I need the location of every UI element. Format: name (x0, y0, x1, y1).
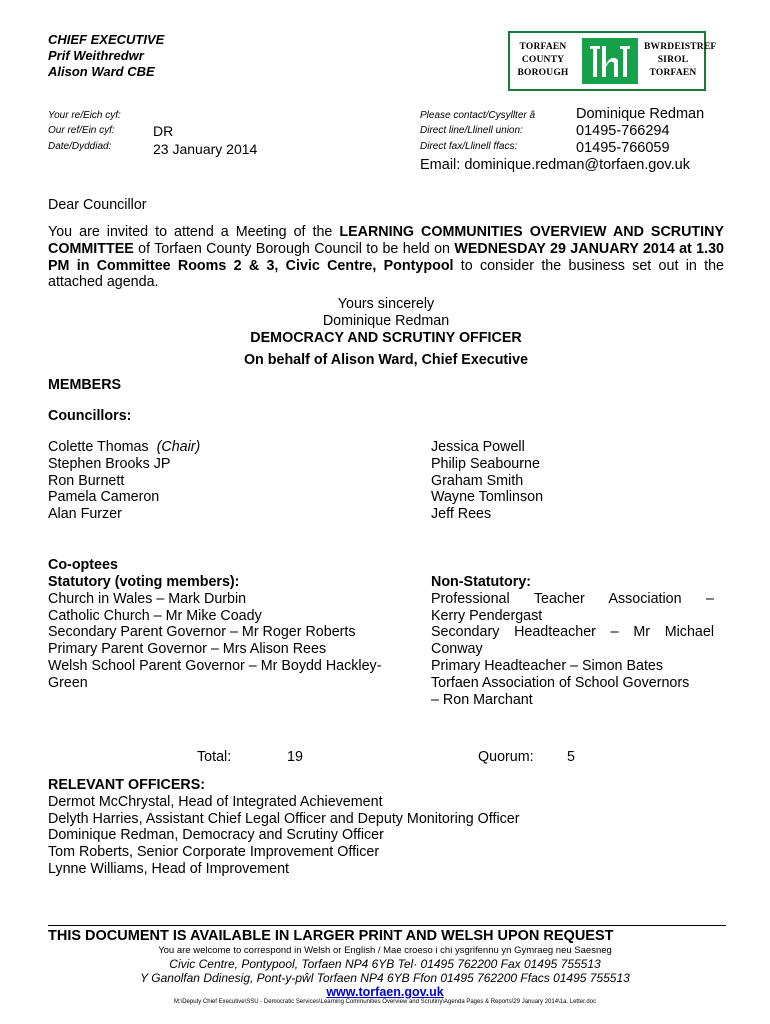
logo-line: SIROL (657, 55, 689, 65)
list-item: Secondary Parent Governor – Mr Roger Roberts (48, 624, 356, 641)
list-item: Tom Roberts, Senior Corporate Improvement Officer (48, 844, 380, 861)
list-item: Dermot McChrystal, Head of Integrated Achievement (48, 793, 383, 810)
total-label: Total: (197, 749, 232, 765)
torfaen-logo (508, 31, 717, 91)
list-item: Jeff Rees (431, 506, 492, 523)
list-item: Graham Smith (431, 472, 524, 489)
logo-text-english (514, 41, 572, 80)
nonstatutory-list (431, 574, 714, 708)
list-item: Lynne Williams, Head of Improvement (48, 860, 290, 877)
salutation: Dear Councillor (48, 197, 147, 213)
officers-block (48, 777, 519, 878)
list-item: Secondary Headteacher – Mr Michael (431, 624, 714, 641)
footer-filepath: M:\Deputy Chief Executive\SSU - Democratic Services\Learning Communities Overview and Scrutiny\Agenda Pages & Reports\29 January 2014\1a. Letter.doc (173, 999, 597, 1005)
list-item: Alan Furzer (48, 506, 122, 523)
total-value: 19 (287, 749, 303, 765)
footer-divider (48, 925, 726, 926)
footer-address-welsh: Y Ganolfan Ddinesig, Pont-y-pŵl Torfaen NP4 6YB Ffon 01495 762200 Ffacs 01495 755513 (140, 971, 630, 985)
date-label: Date/Dyddiad: (48, 141, 112, 152)
logo-line: TORFAEN (649, 68, 697, 78)
logo-line: BWRDEISTREF (644, 42, 717, 52)
signatory-name: Dominique Redman (322, 313, 450, 329)
list-item: Professional Teacher Association – (431, 590, 714, 607)
list-item: Torfaen Association of School Governors (431, 674, 690, 691)
list-item: Pamela Cameron (48, 489, 160, 506)
header-title: CHIEF EXECUTIVE (48, 32, 165, 47)
our-ref-label: Our ref/Ein cyf: (48, 125, 115, 136)
list-item: Welsh School Parent Governor – Mr Boydd Hackley- (48, 657, 382, 674)
quorum-value: 5 (567, 749, 575, 765)
date-value: 23 January 2014 (153, 141, 258, 157)
on-behalf: On behalf of Alison Ward, Chief Executive (243, 352, 529, 368)
list-item: Green (48, 674, 88, 691)
list-item: Jessica Powell (431, 439, 525, 455)
direct-line-label: Direct line/Llinell union: (420, 125, 523, 136)
chief-executive-block (48, 32, 164, 80)
committee-name: LEARNING COMMUNITIES OVERVIEW AND SCRUTINY COMMITTEE (48, 224, 724, 257)
members-heading: MEMBERS (48, 377, 122, 393)
nonstatutory-heading: Non-Statutory: (431, 574, 532, 590)
councillors-heading: Councillors: (48, 408, 132, 424)
contact-value: Dominique Redman (576, 106, 705, 122)
councillors-left-list (48, 439, 200, 523)
list-item: Catholic Church – Mr Mike Coady (48, 607, 262, 624)
signatory-title: DEMOCRACY AND SCRUTINY OFFICER (250, 330, 522, 346)
list-item: Wayne Tomlinson (431, 489, 544, 506)
intro-text: to consider the business set out in the attached agenda. (48, 257, 724, 291)
logo-mark-icon (582, 38, 638, 84)
our-ref-value: DR (153, 123, 174, 139)
quorum-label: Quorum: (478, 749, 534, 765)
list-item (48, 439, 200, 456)
statutory-list (48, 574, 418, 692)
footer-website-link[interactable]: www.torfaen.gov.uk (326, 985, 444, 999)
header-name: Alison Ward CBE (48, 64, 155, 79)
logo-line: TORFAEN (519, 42, 567, 52)
intro-paragraph (48, 224, 724, 291)
list-item: Conway (431, 641, 483, 658)
list-item: Kerry Pendergast (431, 607, 543, 624)
fax-label: Direct fax/Llinell ffacs: (420, 141, 518, 152)
footer-welcome: You are welcome to correspond in Welsh or English / Mae croeso i chi ysgrifennu yn Gymraeg neu Saesneg (158, 945, 612, 956)
list-item: Primary Headteacher – Simon Bates (431, 657, 664, 674)
intro-text: You are invited to attend a Meeting of the (48, 224, 340, 240)
logo-line: COUNTY (521, 55, 565, 65)
header-welsh-title: Prif Weithredwr (48, 48, 144, 63)
officers-heading: RELEVANT OFFICERS: (48, 777, 206, 793)
councillors-right-list (431, 439, 543, 523)
logo-text-welsh (644, 41, 717, 80)
closing: Yours sincerely (337, 296, 435, 312)
list-item: Delyth Harries, Assistant Chief Legal Officer and Deputy Monitoring Officer (48, 810, 520, 827)
list-item: Primary Parent Governor – Mrs Alison Rees (48, 641, 327, 658)
intro-text: of Torfaen County Borough Council to be held on (133, 240, 455, 257)
chair-label: (Chair) (156, 439, 201, 455)
list-item: Church in Wales – Mark Durbin (48, 590, 247, 607)
footer-heading: THIS DOCUMENT IS AVAILABLE IN LARGER PRINT AND WELSH UPON REQUEST (48, 928, 614, 944)
direct-line-value: 01495-766294 (576, 123, 670, 139)
list-item: – Ron Marchant (431, 691, 533, 708)
email-text: Email: dominique.redman@torfaen.gov.uk (420, 157, 690, 173)
list-item: Stephen Brooks JP (48, 455, 171, 472)
your-ref-label: Your re/Eich cyf: (48, 110, 121, 121)
meeting-details: WEDNESDAY 29 JANUARY 2014 at 1.30 PM in Committee Rooms 2 & 3, Civic Centre, Pontypool (48, 240, 724, 274)
statutory-heading: Statutory (voting members): (48, 574, 240, 590)
contact-label: Please contact/Cysyllter â (420, 110, 536, 121)
logo-line: BOROUGH (517, 68, 569, 78)
footer-address-english: Civic Centre, Pontypool, Torfaen NP4 6YB Tel· 01495 762200 Fax 01495 755513 (169, 957, 601, 971)
fax-value: 01495-766059 (576, 140, 670, 156)
list-item: Dominique Redman, Democracy and Scrutiny Officer (48, 827, 384, 844)
list-item: Ron Burnett (48, 472, 125, 489)
councillor-name: Colette Thomas (48, 439, 149, 455)
cooptees-heading: Co-optees (48, 557, 118, 573)
list-item: Philip Seabourne (431, 455, 540, 472)
